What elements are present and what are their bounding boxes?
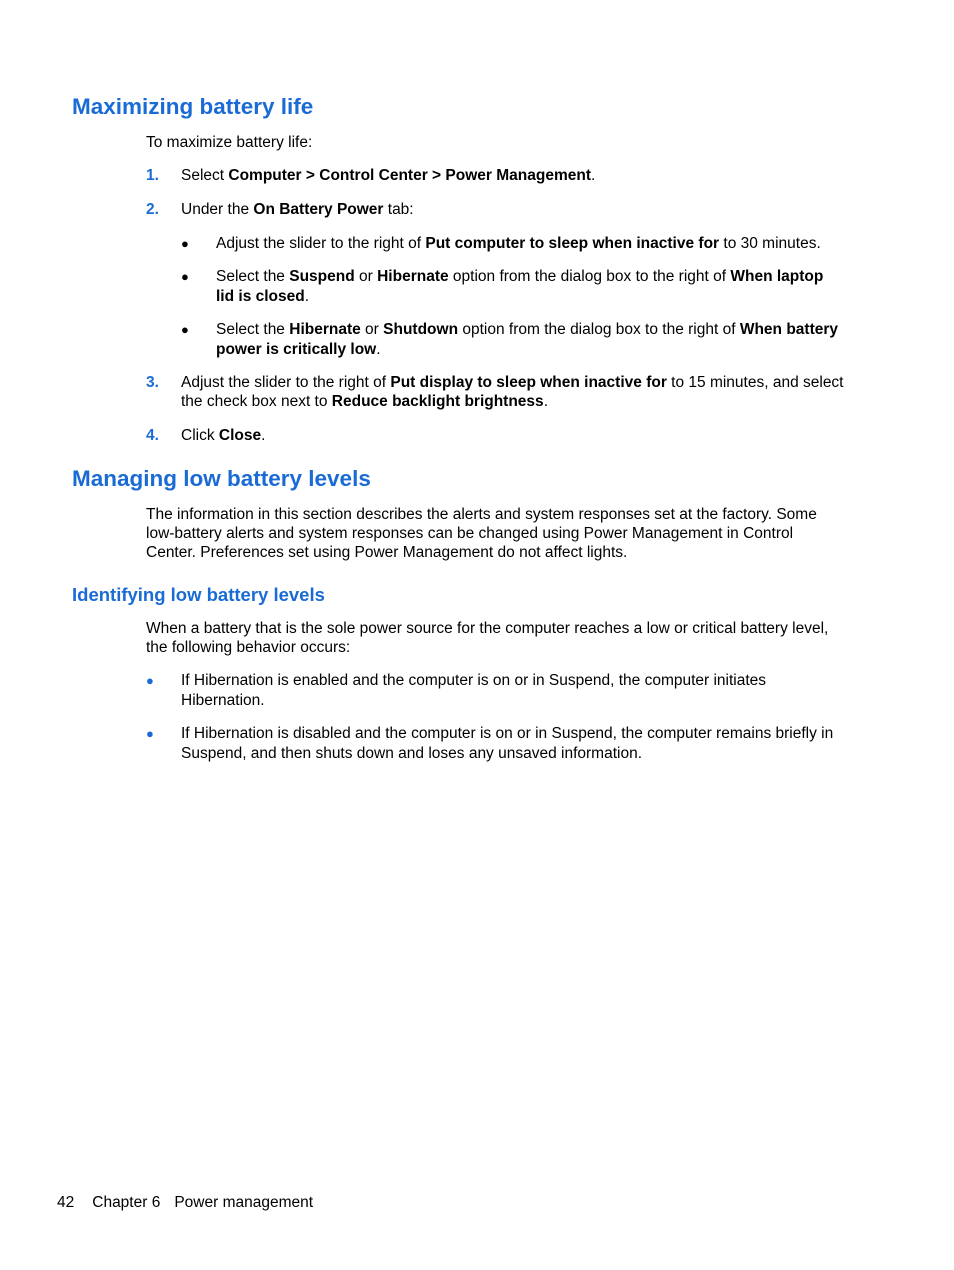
step-text: Select Computer > Control Center > Power Management. — [181, 167, 596, 184]
list-item: If Hibernation is disabled and the computer is on or in Suspend, the computer remains briefly in — [181, 725, 834, 742]
subsection-heading-identifying: Identifying low battery levels — [72, 584, 325, 605]
bullet-icon: ● — [146, 726, 154, 741]
paragraph-line: When a battery that is the sole power source for the computer reaches a low or critical battery level, — [146, 620, 829, 637]
step-number: 3. — [146, 374, 159, 391]
list-item: Select the Hibernate or Shutdown option from the dialog box to the right of When battery — [216, 321, 839, 338]
intro-text: To maximize battery life: — [146, 134, 313, 151]
list-item: If Hibernation is enabled and the computer is on or in Suspend, the computer initiates — [181, 672, 767, 689]
step-text: Click Close. — [181, 427, 266, 444]
list-item-continuation: lid is closed. — [216, 288, 310, 305]
bullet-icon: ● — [181, 322, 189, 337]
chapter-label: Chapter 6 — [92, 1194, 161, 1211]
list-item-continuation: Suspend, and then shuts down and loses any unsaved information. — [181, 745, 643, 762]
bullet-icon: ● — [146, 673, 154, 688]
list-item: Select the Suspend or Hibernate option from the dialog box to the right of When laptop — [216, 268, 824, 285]
bullet-icon: ● — [181, 269, 189, 284]
list-item-continuation: power is critically low. — [216, 341, 381, 358]
paragraph-line: low-battery alerts and system responses can be changed using Power Management in Control — [146, 525, 794, 542]
section-heading-maximizing: Maximizing battery life — [72, 94, 314, 119]
step-number: 4. — [146, 427, 159, 444]
bullet-icon: ● — [181, 236, 189, 251]
list-item: Adjust the slider to the right of Put computer to sleep when inactive for to 30 minutes. — [216, 235, 821, 252]
paragraph-line: the following behavior occurs: — [146, 639, 351, 656]
page-number: 42 — [57, 1194, 75, 1211]
step-text: Under the On Battery Power tab: — [181, 201, 414, 218]
paragraph-line: The information in this section describes the alerts and system responses set at the factory. Some — [146, 506, 817, 523]
step-number: 1. — [146, 167, 159, 184]
step-text-continuation: the check box next to Reduce backlight brightness. — [181, 393, 548, 410]
page-footer — [57, 1193, 331, 1213]
section-heading-managing: Managing low battery levels — [72, 466, 371, 491]
list-item-continuation: Hibernation. — [181, 692, 265, 709]
chapter-title: Power management — [174, 1194, 314, 1211]
step-text: Adjust the slider to the right of Put display to sleep when inactive for to 15 minutes, and select — [181, 374, 844, 391]
paragraph-line: Center. Preferences set using Power Management do not affect lights. — [146, 544, 628, 561]
step-number: 2. — [146, 201, 159, 218]
